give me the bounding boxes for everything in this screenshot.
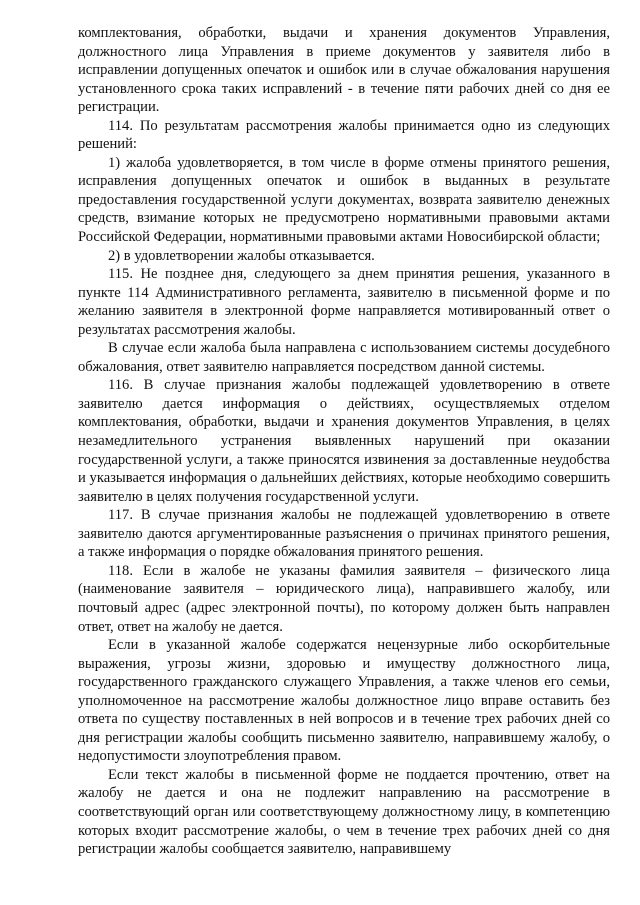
paragraph-114-item-1: 1) жалоба удовлетворяется, в том числе в форме отмены принятого решения, исправления допущенных опечаток и ошибок в выданных в результате предоставления государственной услуги документах, возврата заявителю денежных средств, взимание которых не предусмотрено нормативными правовыми актами Российской Федерации, нормативными правовыми актами Новосибирской области; xyxy=(78,154,610,246)
paragraph-116: 116. В случае признания жалобы подлежащей удовлетворению в ответе заявителю дается информация о действиях, осуществляемых отделом комплектования, обработки, выдачи и хранения документов Управления, в целях незамедлительного устранения выявленных нарушений при оказании государственной услуги, а также приносятся извинения за доставленные неудобства и указывается информация о дальнейших действиях, которые необходимо совершить заявителю в целях получения государственной услуги. xyxy=(78,377,610,505)
paragraph-118-illegible: Если текст жалобы в письменной форме не поддается прочтению, ответ на жалобу не дается и она не подлежит направлению на рассмотрение в соответствующий орган или соответствующему должностному лицу, в компетенцию которых входит рассмотрение жалобы, о чем в течение трех рабочих дней со дня регистрации жалобы сообщается заявителю, направившему xyxy=(78,766,610,858)
paragraph-118-obscene: Если в указанной жалобе содержатся нецензурные либо оскорбительные выражения, угрозы жизни, здоровью и имуществу должностного лица, государственного гражданского служащего Управления, а также членов его семьи, уполномоченное на рассмотрение жалобы должностное лицо вправе оставить без ответа по существу поставленных в ней вопросов и в течение трех рабочих дней со дня регистрации жалобы сообщить письменно заявителю, направившему жалобу, о недопустимости злоупотребления правом. xyxy=(78,637,610,765)
paragraph-117: 117. В случае признания жалобы не подлежащей удовлетворению в ответе заявителю даются аргументированные разъяснения о причинах принятого решения, а также информация о порядке обжалования принятого решения. xyxy=(78,507,610,561)
document-page xyxy=(78,24,610,859)
paragraph-115: 115. Не позднее дня, следующего за днем принятия решения, указанного в пункте 114 Административного регламента, заявителю в письменной форме и по желанию заявителя в электронной форме направляется мотивированный ответ о результатах рассмотрения жалобы. xyxy=(78,266,610,338)
paragraph-114: 114. По результатам рассмотрения жалобы принимается одно из следующих решений: xyxy=(78,117,610,153)
paragraph-118: 118. Если в жалобе не указаны фамилия заявителя – физического лица (наименование заявителя – юридического лица), направившего жалобу, или почтовый адрес (адрес электронной почты), по которому должен быть направлен ответ, ответ на жалобу не дается. xyxy=(78,562,610,635)
paragraph-115-note: В случае если жалоба была направлена с использованием системы досудебного обжалования, ответ заявителю направляется посредством данной системы. xyxy=(78,340,610,375)
paragraph-114-item-2: 2) в удовлетворении жалобы отказывается. xyxy=(108,247,375,264)
paragraph-continuation: комплектования, обработки, выдачи и хранения документов Управления, должностного лица Управления в приеме документов у заявителя либо в исправлении допущенных опечаток и ошибок или в случае обжалования нарушения установленного срока таких исправлений - в течение пяти рабочих дней со дня ее регистрации. xyxy=(78,25,610,116)
